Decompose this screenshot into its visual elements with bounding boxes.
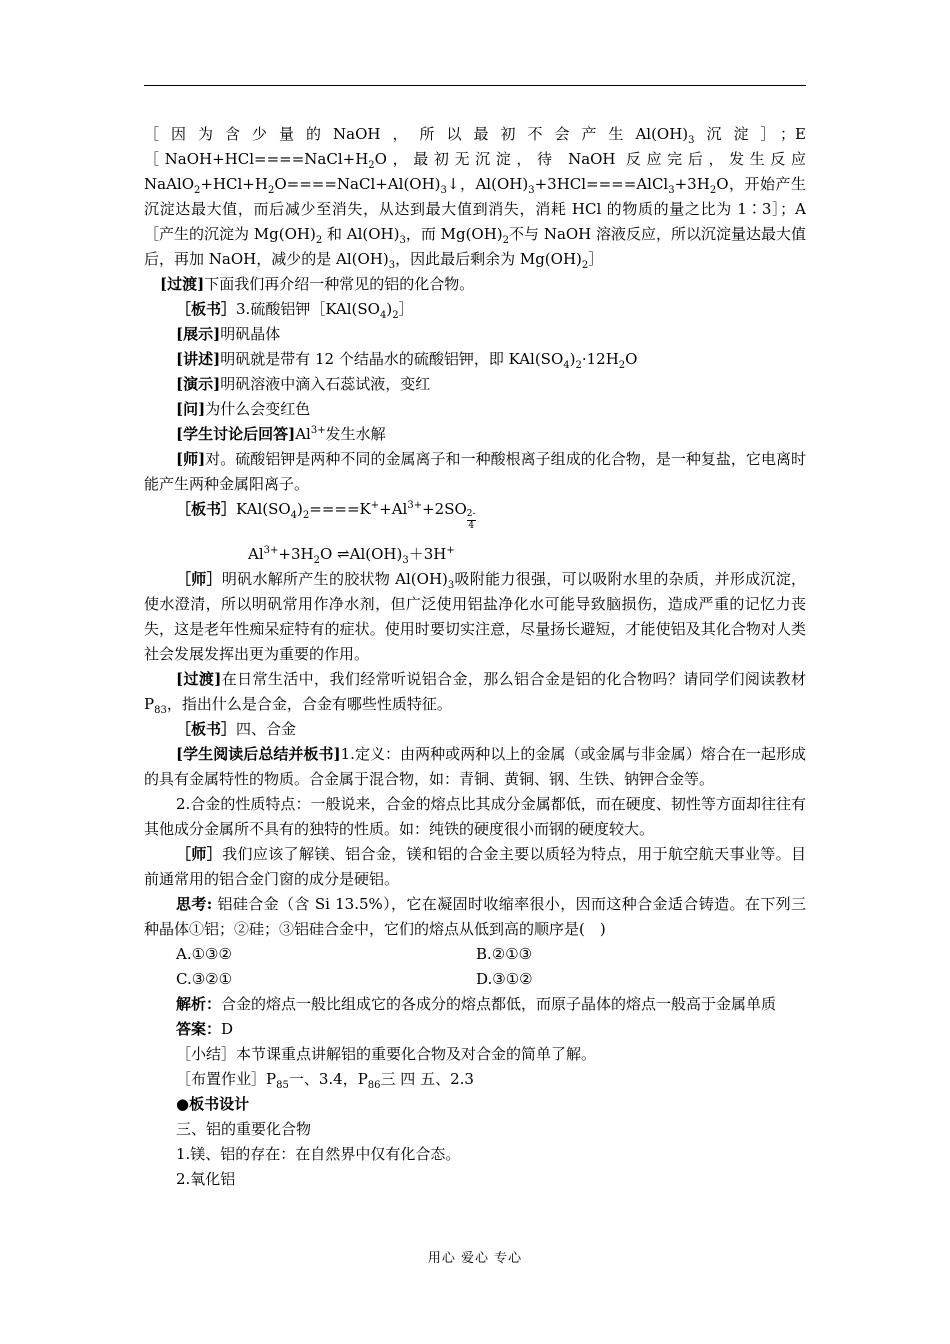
- options-row-1: [144, 942, 806, 967]
- hydrolysis-equation: $Al^{3+}+3H_2O$ $\rightleftharpoons Al(OH)_3+3H^+$: [248, 545, 455, 566]
- recap-line: ［小结］本节课重点讲解铝的重要化合物及对合金的简单了解。: [176, 1045, 597, 1063]
- option-d: D.③①②: [476, 970, 533, 988]
- homework-line: ［布置作业$]P_{85}$一、3.4，$P_{86}$三 四 五、2.3: [176, 1070, 474, 1091]
- answer-line: 答案：D: [176, 1020, 234, 1038]
- option-c: C.③②①: [176, 970, 233, 988]
- show-line: [展示]明矾晶体: [176, 325, 281, 343]
- reversible-arrow-icon: ⇌: [337, 545, 350, 563]
- analysis: 解析：合金的熔点一般比组成它的各成分的熔点都低，而原子晶体的熔点一般高于金属单质: [176, 995, 777, 1013]
- board-1: ［板书］3.硫酸铝钾$[KAl(SO_4)_2]$: [176, 300, 414, 321]
- question-line: [问]为什么会变红色: [176, 400, 311, 418]
- outline-item: 2.氧化铝: [176, 1170, 236, 1188]
- board-2-equation: ［板书$]KAl(SO_4)_2====K^++Al^{3+}+2SO$ $\frac{2-}{4}$: [176, 500, 476, 531]
- header-rule: [144, 85, 806, 86]
- summary-definition: [学生阅读后总结并板书]1.定义：由两种或两种以上的金属（或金属与非金属）熔合在一起形成的具有金属特性的物质。合金属于混合物，如：青铜、黄铜、钢、生铁、钠钾合金等。: [144, 745, 806, 788]
- transition-2: [过渡]在日常生活中，我们经常听说铝合金，那么铝合金是铝的化合物吗？请同学们阅读教材 $P_{83}$，指出什么是合金，合金有哪些性质特征。: [144, 670, 806, 716]
- teacher-3: ［师］我们应该了解镁、铝合金，镁和铝的合金主要以质轻为特点，用于航空航天事业等。目前通常用的铝合金门窗的成分是硬铝。: [144, 845, 806, 888]
- narrate-line: [讲述]明矾就是带有 12 个结晶水的硫酸铝钾，即 $KAl(SO_4)_2\cdot 12H_2O$: [176, 350, 638, 371]
- demo-line: [演示]明矾溶液中滴入石蕊试液，变红: [176, 375, 431, 393]
- think-question: 思考: 铝硅合金（含 Si 13.5%），它在凝固时收缩率很小，因而这种合金适合铸造。在下列三种晶体①铝；②硅；③铝硅合金中，它们的熔点从低到高的顺序是( ): [144, 895, 806, 938]
- student-answer-line: [学生讨论后回答]$Al^{3+}$发生水解: [176, 425, 386, 443]
- options-row-2: [144, 967, 806, 992]
- document-body: [144, 122, 806, 1192]
- board-design-heading: ●板书设计: [176, 1095, 250, 1113]
- teacher-2: ［师］明矾水解所产生的胶状物 $Al(OH)_3$吸附能力很强，可以吸附水里的杂质，并形成沉淀，使水澄清，所以明矾常用作净水剂，但广泛使用铝盐净化水可能导致脑损伤，造成严重的记忆力丧失，这是老年性痴呆症特有的症状。使用时要切实注意，尽量扬长避短，才能使铝及其化合物对人类社会发展发挥出更为重要的作用。: [144, 570, 806, 663]
- board-3: ［板书］四、合金: [176, 720, 297, 738]
- outline-item: 三、铝的重要化合物: [176, 1120, 312, 1138]
- option-b: B.②①③: [476, 945, 533, 963]
- paragraph-answers: ［因为含少量的NaOH，所以最初不会产生$Al(OH)_3$沉淀］；$E[NaOH+HCl====NaCl+H_2O$，最初无沉淀，待 NaOH 反应完后，发生反应 $NaAlO_2+HCl+H_2O====NaCl+Al(OH)_3↓$，$Al(OH)_3+3HCl====AlCl_3+3H_2O$，开始产生沉淀达最大值，而后减少至消失，从达到最大值到消失，消耗 HCl 的物质的量之比为 1∶3］；A［产生的沉淀为 $Mg(OH)_2$ 和 $Al(OH)_3$，而 $Mg(OH)_2$不与 NaOH 溶液反应，所以沉淀量达最大值后，再加 NaOH，减少的是 $Al(OH)_3$，因此最后剩余为 $Mg(OH)_2]$: [144, 125, 807, 271]
- option-a: A.①③②: [176, 945, 232, 963]
- transition-1: [过渡]下面我们再介绍一种常见的铝的化合物。: [160, 275, 475, 293]
- alloy-property: 2.合金的性质特点：一般说来，合金的熔点比其成分金属都低，而在硬度、韧性等方面却往往有其他成分金属所不具有的独特的性质。如：纯铁的硬度很小而钢的硬度较大。: [144, 795, 806, 838]
- page-footer: 用心 爱心 专心: [427, 1251, 523, 1266]
- teacher-1: [师]对。硫酸铝钾是两种不同的金属离子和一种酸根离子组成的化合物，是一种复盐，它电离时能产生两种金属阳离子。: [144, 450, 806, 493]
- outline-item: 1.镁、铝的存在：在自然界中仅有化合态。: [176, 1145, 461, 1163]
